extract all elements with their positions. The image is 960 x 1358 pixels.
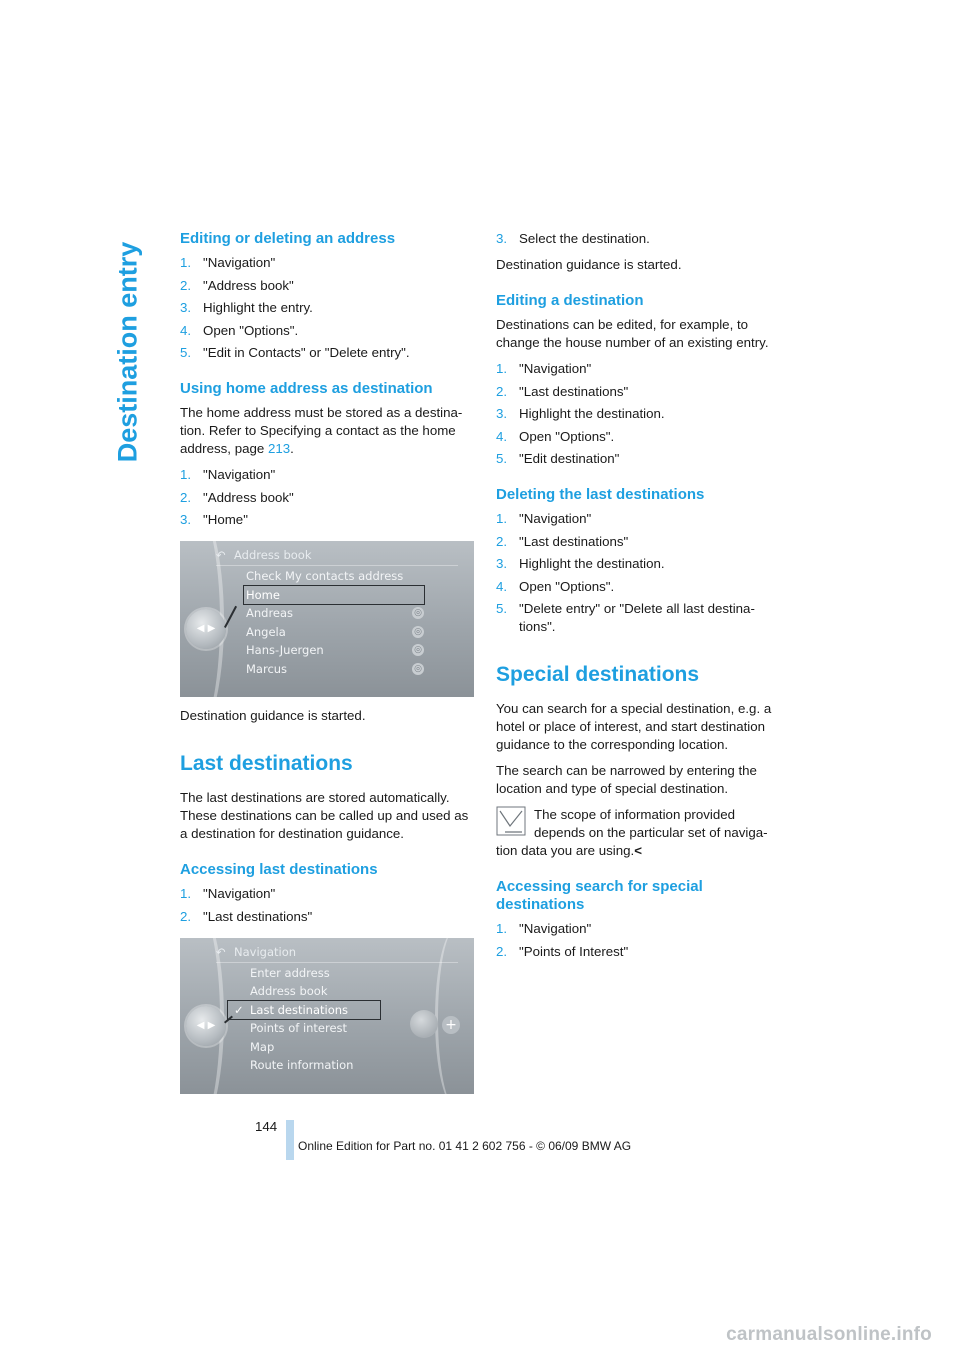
controller-knob-icon: ◀ ▶ xyxy=(186,609,226,649)
paragraph-last-destinations: The last destinations are stored automatically. These destinations can be called up and used as a destination for destination guidance. xyxy=(180,790,469,841)
location-pin-icon: ◎ xyxy=(412,626,424,638)
edition-notice: Online Edition for Part no. 01 41 2 602 756 - © 06/09 BMW AG xyxy=(298,1139,632,1153)
heading-editing-deleting-address: Editing or deleting an address xyxy=(180,230,396,247)
steps-accessing-special-destinations xyxy=(496,920,788,961)
zoom-plus-icon: + xyxy=(442,1016,460,1034)
list-item: 5. "Delete entry" or "Delete all last destina-tions". xyxy=(496,601,755,634)
back-arrow-icon: ↶ xyxy=(216,944,226,959)
list-item: 3. "Home" xyxy=(180,512,248,527)
address-book-screenshot xyxy=(180,541,474,697)
heading-accessing-last-destinations: Accessing last destinations xyxy=(180,861,378,878)
list-item: Angela ◎ xyxy=(244,623,424,642)
chapter-title-vertical xyxy=(100,222,156,482)
list-item: Marcus ◎ xyxy=(244,660,424,679)
steps-editing-destination xyxy=(496,360,788,468)
back-arrow-icon: ↶ xyxy=(216,548,226,562)
controller-knob-icon: ◀ ▶ xyxy=(186,1006,226,1046)
list-item: 4. Open "Options". xyxy=(496,578,615,594)
list-item: 2. "Last destinations" xyxy=(180,908,313,924)
screen-title-bar: ↶ Navigation xyxy=(216,942,458,963)
list-item-selected: Home xyxy=(244,586,424,605)
list-item: 1. "Navigation" xyxy=(180,255,276,270)
list-item: 1. "Navigation" xyxy=(496,921,592,936)
list-item: Hans-Juergen ◎ xyxy=(244,641,424,660)
heading-editing-destination: Editing a destination xyxy=(496,292,644,309)
list-item: 2. "Address book" xyxy=(180,277,294,293)
steps-home-address xyxy=(180,466,475,529)
list-item: Andreas ◎ xyxy=(244,604,424,623)
list-item: 3. Highlight the entry. xyxy=(180,300,313,315)
map-zoom-knob-icon xyxy=(410,1010,438,1038)
list-item: 4. Open "Options". xyxy=(496,428,615,444)
list-item: 2. "Points of Interest" xyxy=(496,943,629,959)
list-item: 3. Select the destination. xyxy=(496,231,650,246)
list-item: 2. "Last destinations" xyxy=(496,533,629,549)
list-item: 1. "Navigation" xyxy=(180,886,276,901)
heading-accessing-special-destinations: Accessing search for special destinations xyxy=(496,878,703,913)
watermark: carmanualsonline.info xyxy=(726,1324,932,1345)
list-item: 1. "Navigation" xyxy=(496,511,592,526)
list-item: 4. Open "Options". xyxy=(180,322,299,338)
list-item: 2. "Address book" xyxy=(180,489,294,505)
list-item: 3. Highlight the destination. xyxy=(496,556,665,571)
paragraph-search-narrowed: The search can be narrowed by entering the location and type of special destination. xyxy=(496,763,757,796)
heading-special-destinations: Special destinations xyxy=(496,663,700,686)
list-item: Enter address xyxy=(250,965,330,980)
list-item: Address book xyxy=(250,984,328,998)
chapter-title-text: Destination entry xyxy=(112,241,143,463)
note-paragraph: The scope of information provided depends on the particular set of naviga-tion data you are using.< xyxy=(496,807,768,858)
right-column xyxy=(496,230,788,969)
steps-accessing-last-destinations xyxy=(180,885,475,926)
screen-title-bar: ↶ Address book xyxy=(216,545,458,566)
paragraph-guidance-started: Destination guidance is started. xyxy=(496,257,682,272)
navigation-menu-screenshot xyxy=(180,938,474,1094)
list-item: 5. "Edit destination" xyxy=(496,451,620,466)
list-item: Route information xyxy=(250,1058,354,1072)
steps-deleting-last-destinations xyxy=(496,510,788,636)
note-triangle-icon xyxy=(496,806,526,836)
footer-accent-bar xyxy=(286,1120,294,1160)
heading-home-address: Using home address as destination xyxy=(180,380,433,397)
paragraph-guidance-started: Destination guidance is started. xyxy=(180,708,366,723)
location-pin-icon: ◎ xyxy=(412,663,424,675)
paragraph-editing-destination: Destinations can be edited, for example, to change the house number of an existing entry. xyxy=(496,317,769,350)
page-number: 144 xyxy=(255,1119,278,1134)
list-item: Points of interest xyxy=(250,1021,348,1035)
list-item: Map xyxy=(250,1039,275,1054)
location-pin-icon: ◎ xyxy=(412,607,424,619)
steps-continued xyxy=(496,230,788,248)
paragraph-home-address: The home address must be stored as a destina-tion. Refer to Specifying a contact as the home address, page 213. xyxy=(180,405,463,456)
paragraph-special-destinations: You can search for a special destination, e.g. a hotel or place of interest, and start destination guidance to the corresponding location. xyxy=(496,701,772,752)
list-item: 1. "Navigation" xyxy=(496,361,592,376)
list-item: 1. "Navigation" xyxy=(180,467,276,482)
end-mark: < xyxy=(634,843,643,858)
list-item: 3. Highlight the destination. xyxy=(496,406,665,421)
heading-deleting-last-destinations: Deleting the last destinations xyxy=(496,486,705,503)
checkmark-icon: ✓ xyxy=(234,1002,244,1017)
page-link[interactable]: 213 xyxy=(267,441,291,456)
list-item: 2. "Last destinations" xyxy=(496,383,629,399)
heading-last-destinations: Last destinations xyxy=(180,752,353,775)
list-item: Check My contacts address xyxy=(246,569,404,583)
list-item: 5. "Edit in Contacts" or "Delete entry". xyxy=(180,345,410,360)
left-column xyxy=(180,230,475,1104)
location-pin-icon: ◎ xyxy=(412,644,424,656)
steps-editing-deleting-address xyxy=(180,254,475,362)
list-item-selected: ✓ Last destinations xyxy=(228,1001,380,1020)
